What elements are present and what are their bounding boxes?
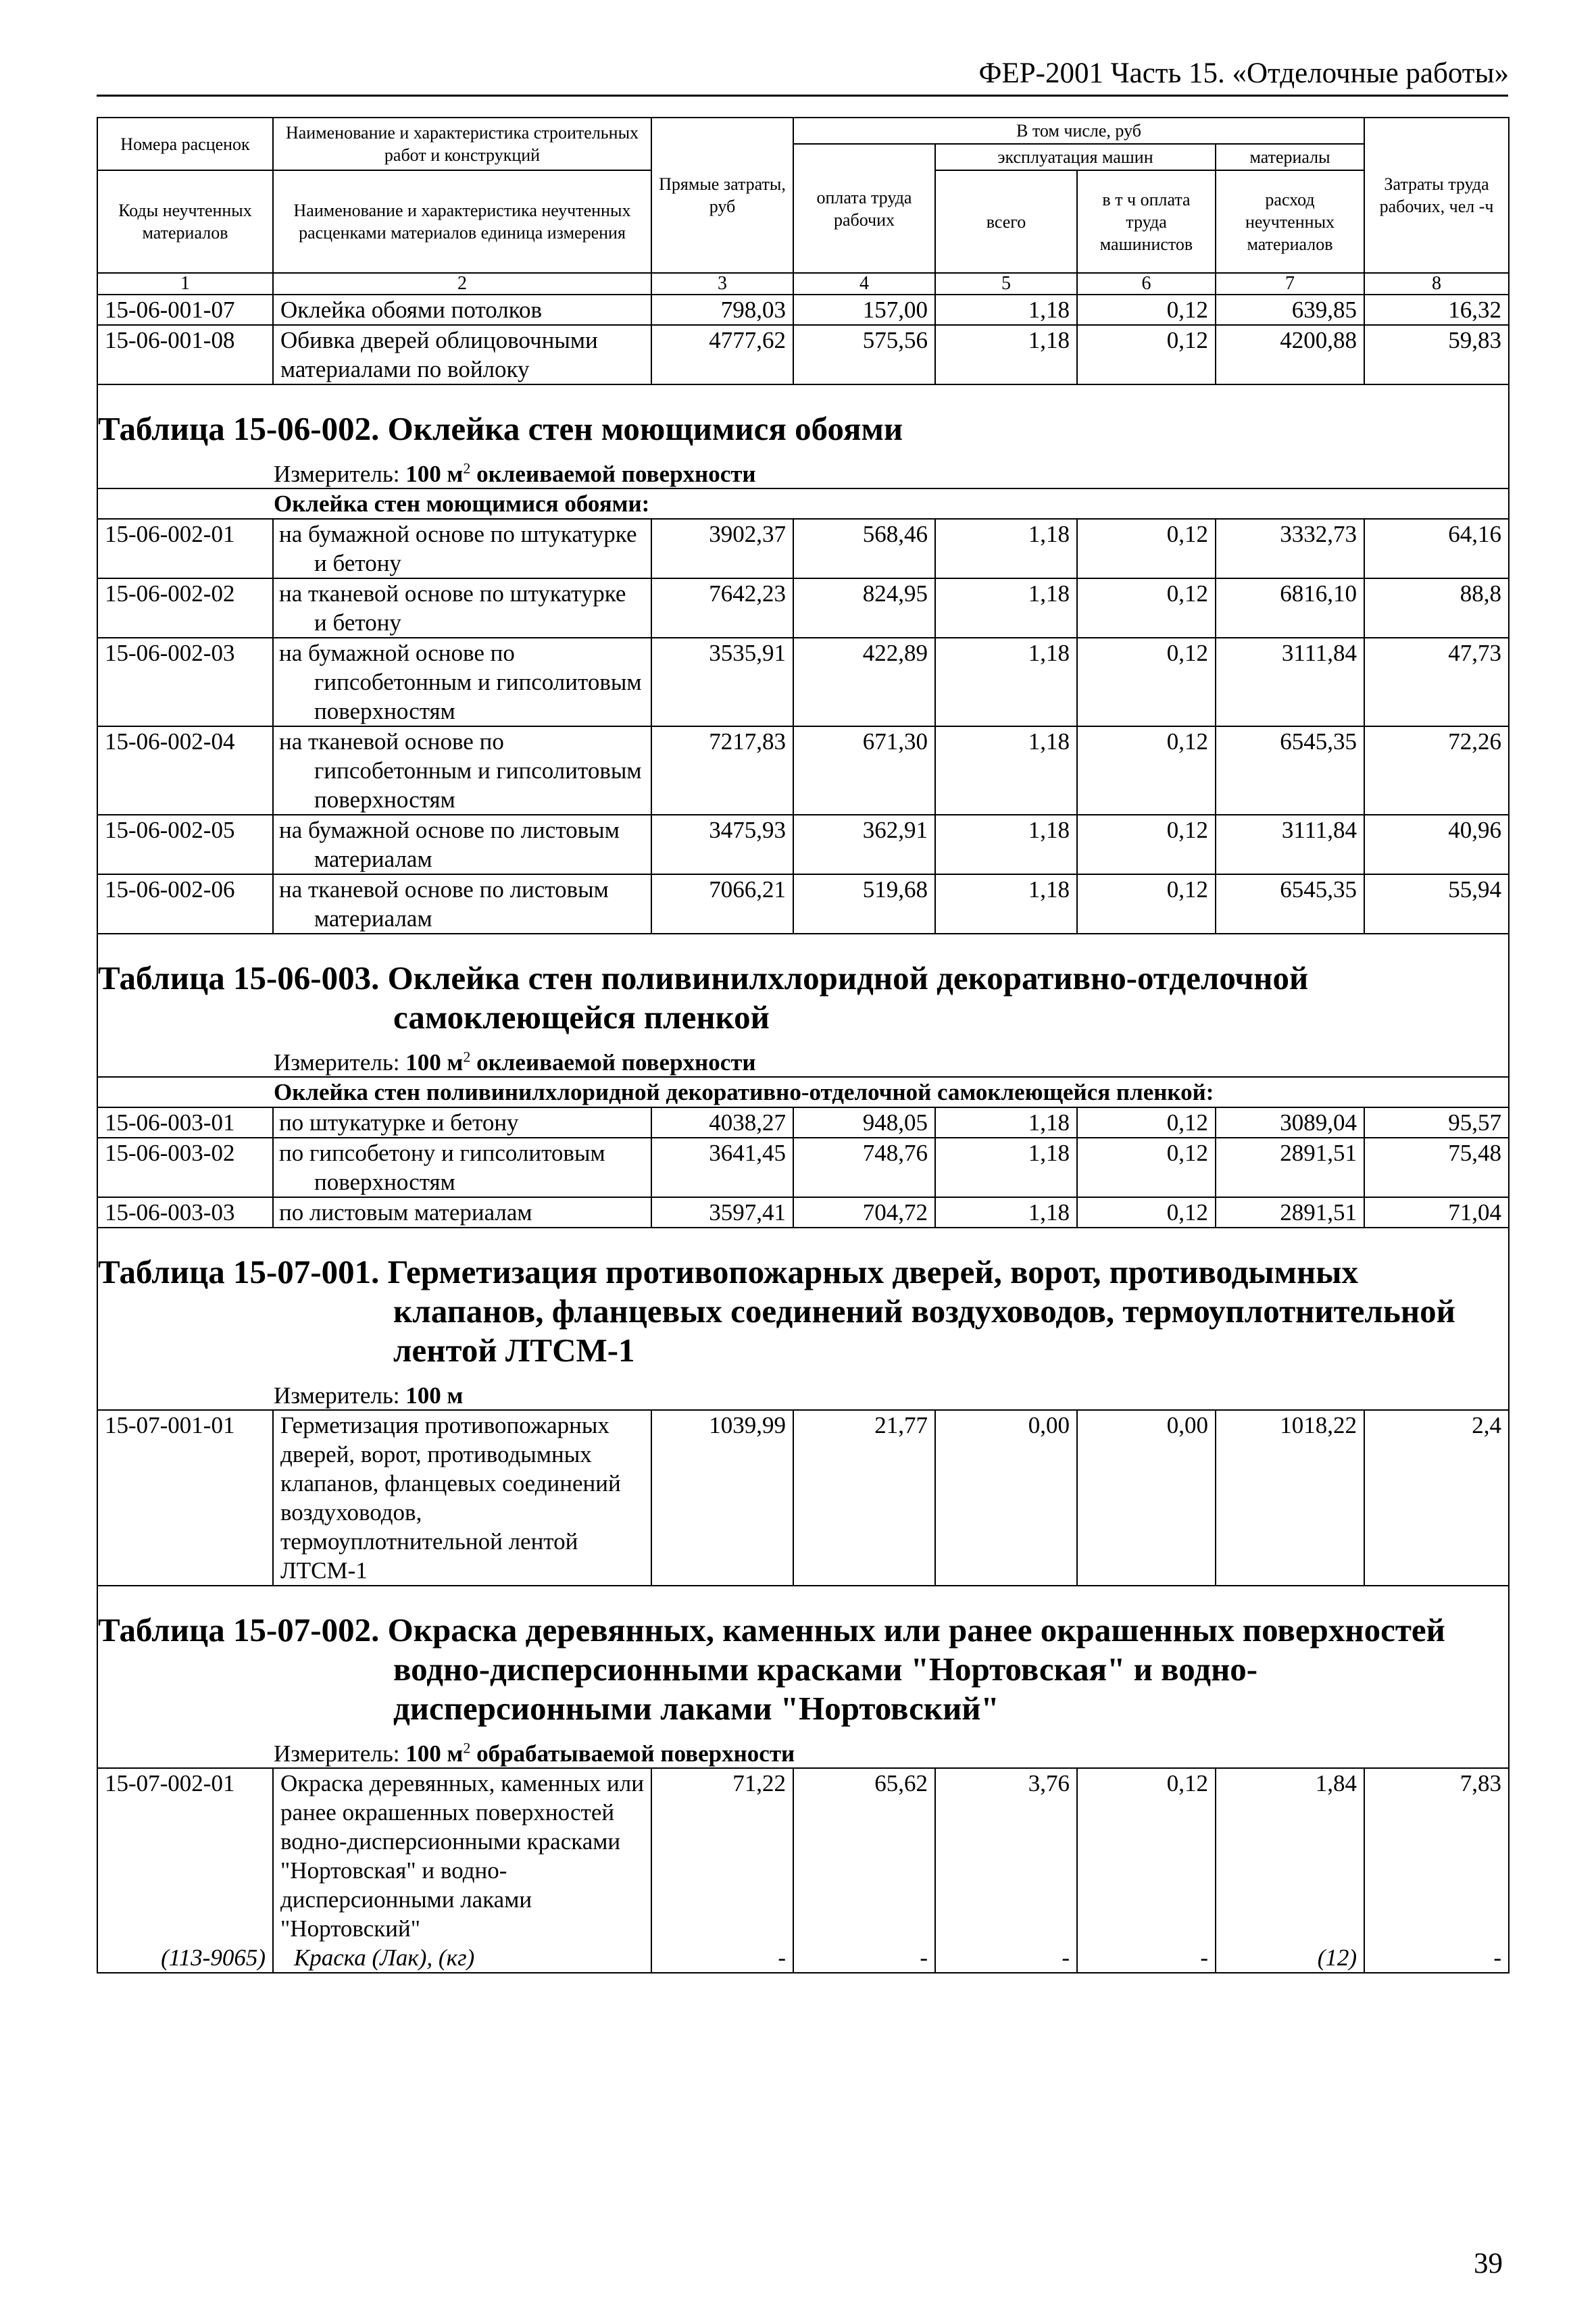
machines-total: 1,18 <box>935 726 1077 815</box>
direct-costs: 71,22 <box>651 1768 793 1943</box>
labor-pay: 948,05 <box>793 1107 935 1138</box>
direct-costs: 4038,27 <box>651 1107 793 1138</box>
materials-cost: 6545,35 <box>1216 874 1364 934</box>
rates-table <box>97 117 1510 1973</box>
work-name: по штукатурке и бетону <box>273 1107 651 1138</box>
table-section-heading <box>97 934 1509 1077</box>
table-row <box>97 1138 1509 1197</box>
col-material-codes-header: Коды неучтенных материалов <box>97 170 273 273</box>
group-heading-row <box>97 1077 1509 1107</box>
work-name: на бумажной основе по листовым материалам <box>273 815 651 874</box>
measure-superscript: 2 <box>463 1048 471 1065</box>
materials-cost: 6545,35 <box>1216 726 1364 815</box>
group-heading: Оклейка стен поливинилхлоридной декоративно-отделочной самоклеющейся пленкой: <box>97 1077 1509 1107</box>
section-table-title: Герметизация противопожарных дверей, ворот, противодымных <box>387 1253 1359 1290</box>
column-number: 2 <box>273 273 651 295</box>
machinist-pay: 0,12 <box>1077 1197 1216 1228</box>
direct-costs: - <box>651 1943 793 1973</box>
labor-pay: 519,68 <box>793 874 935 934</box>
machines-total: 1,18 <box>935 578 1077 638</box>
machinist-pay: 0,12 <box>1077 1107 1216 1138</box>
direct-costs: 798,03 <box>651 295 793 325</box>
labor-hours: 88,8 <box>1364 578 1509 638</box>
machines-total: - <box>935 1943 1077 1973</box>
materials-cost: 2891,51 <box>1216 1197 1364 1228</box>
header-rule <box>97 95 1508 97</box>
table-section-heading <box>97 384 1509 488</box>
measure-line <box>98 1037 1508 1076</box>
direct-costs: 3535,91 <box>651 638 793 726</box>
rate-code: 15-06-003-01 <box>97 1107 273 1138</box>
measure-unit: оклеиваемой поверхности <box>476 461 756 487</box>
rate-code: 15-06-002-02 <box>97 578 273 638</box>
table-row <box>97 638 1509 726</box>
measure-unit: оклеиваемой поверхности <box>476 1049 756 1076</box>
materials-cost: 4200,88 <box>1216 325 1364 384</box>
rate-code: 15-07-001-01 <box>97 1410 273 1586</box>
work-name: на тканевой основе по штукатурке и бетону <box>273 578 651 638</box>
measure-line <box>98 449 1508 488</box>
table-body <box>97 295 1509 1973</box>
materials-cost: 6816,10 <box>1216 578 1364 638</box>
labor-pay: 157,00 <box>793 295 935 325</box>
machines-total: 1,18 <box>935 815 1077 874</box>
labor-pay: 422,89 <box>793 638 935 726</box>
labor-pay: 65,62 <box>793 1768 935 1943</box>
measure-line <box>98 1728 1508 1767</box>
rate-code: 15-06-002-05 <box>97 815 273 874</box>
rate-code: 15-06-001-08 <box>97 325 273 384</box>
material-name: Краска (Лак), (кг) <box>273 1943 651 1973</box>
section-table-title: Окраска деревянных, каменных или ранее окрашенных поверхностей <box>387 1611 1445 1649</box>
work-name: Оклейка обоями потолков <box>273 295 651 325</box>
materials-cost: 639,85 <box>1216 295 1364 325</box>
labor-pay: 21,77 <box>793 1410 935 1586</box>
section-table-label: Таблица 15-07-001. <box>98 1253 380 1290</box>
table-row <box>97 815 1509 874</box>
measure-superscript: 2 <box>463 459 471 477</box>
labor-pay: 824,95 <box>793 578 935 638</box>
column-number: 7 <box>1216 273 1364 295</box>
machines-total: 1,18 <box>935 1197 1077 1228</box>
machines-total: 1,18 <box>935 638 1077 726</box>
section-table-title: Оклейка стен моющимися обоями <box>387 410 903 447</box>
work-name: на бумажной основе по штукатурке и бетону <box>273 519 651 578</box>
work-name: Герметизация противопожарных дверей, ворот, противодымных клапанов, фланцевых соединений воздуховодов, термоуплотнительной лентой ЛТСМ-1 <box>273 1410 651 1586</box>
machines-total: 1,18 <box>935 295 1077 325</box>
materials-cost: 3111,84 <box>1216 638 1364 726</box>
group-heading: Оклейка стен моющимися обоями: <box>97 488 1509 519</box>
labor-hours: 16,32 <box>1364 295 1509 325</box>
measure-line <box>98 1370 1508 1409</box>
col-labor-hours-header: Затраты труда рабочих, чел -ч <box>1364 118 1509 273</box>
work-name: на тканевой основе по листовым материалам <box>273 874 651 934</box>
work-name: по листовым материалам <box>273 1197 651 1228</box>
machines-total: 3,76 <box>935 1768 1077 1943</box>
column-number: 3 <box>651 273 793 295</box>
table-row <box>97 1410 1509 1586</box>
machines-total: 1,18 <box>935 519 1077 578</box>
work-name: на бумажной основе по гипсобетонным и гипсолитовым поверхностям <box>273 638 651 726</box>
materials-cost: 3332,73 <box>1216 519 1364 578</box>
work-name: на тканевой основе по гипсобетонным и гипсолитовым поверхностям <box>273 726 651 815</box>
section-table-title: Оклейка стен поливинилхлоридной декоративно-отделочной <box>387 959 1309 997</box>
labor-hours: 55,94 <box>1364 874 1509 934</box>
labor-pay: 704,72 <box>793 1197 935 1228</box>
table-row <box>97 1768 1509 1943</box>
machinist-pay: 0,12 <box>1077 874 1216 934</box>
direct-costs: 7066,21 <box>651 874 793 934</box>
direct-costs: 3902,37 <box>651 519 793 578</box>
column-number: 5 <box>935 273 1077 295</box>
labor-hours: 7,83 <box>1364 1768 1509 1943</box>
machines-total: 0,00 <box>935 1410 1077 1586</box>
direct-costs: 3475,93 <box>651 815 793 874</box>
materials-cost: 1,84 <box>1216 1768 1364 1943</box>
table-row <box>97 874 1509 934</box>
rate-code: 15-06-003-03 <box>97 1197 273 1228</box>
direct-costs: 3597,41 <box>651 1197 793 1228</box>
machinist-pay: 0,00 <box>1077 1410 1216 1586</box>
labor-hours: 75,48 <box>1364 1138 1509 1197</box>
column-number: 4 <box>793 273 935 295</box>
machinist-pay: 0,12 <box>1077 578 1216 638</box>
measure-value: 100 м <box>405 1382 464 1409</box>
section-table-label: Таблица 15-06-003. <box>98 959 380 997</box>
table-header <box>97 118 1509 295</box>
labor-pay: 575,56 <box>793 325 935 384</box>
materials-cost: 3111,84 <box>1216 815 1364 874</box>
labor-hours: 72,26 <box>1364 726 1509 815</box>
col-group-header: В том числе, руб <box>793 118 1364 144</box>
direct-costs: 3641,45 <box>651 1138 793 1197</box>
table-row <box>97 325 1509 384</box>
labor-hours: 95,57 <box>1364 1107 1509 1138</box>
col-labor-pay-header: оплата труда рабочих <box>793 144 935 273</box>
section-table-title-continued: лентой ЛТСМ-1 <box>393 1332 635 1369</box>
column-number: 6 <box>1077 273 1216 295</box>
section-table-label: Таблица 15-06-002. <box>98 410 380 447</box>
group-heading-row <box>97 488 1509 519</box>
section-table-title-continued: клапанов, фланцевых соединений воздуховодов, термоуплотнительной <box>393 1292 1455 1330</box>
measure-label: Измеритель: <box>274 1049 400 1076</box>
machinist-pay: 0,12 <box>1077 1768 1216 1943</box>
col-material-usage-header: расход неучтенных материалов <box>1216 170 1364 273</box>
section-table-title-continued: самоклеющейся пленкой <box>393 999 770 1036</box>
labor-hours: - <box>1364 1943 1509 1973</box>
machines-total: 1,18 <box>935 325 1077 384</box>
table-section-heading <box>97 1228 1509 1410</box>
col-machines-total-header: всего <box>935 170 1077 273</box>
measure-label: Измеритель: <box>274 461 400 487</box>
machines-total: 1,18 <box>935 874 1077 934</box>
work-name: Обивка дверей облицовочными материалами по войлоку <box>273 325 651 384</box>
material-code: (113-9065) <box>97 1943 273 1973</box>
rate-code: 15-06-003-02 <box>97 1138 273 1197</box>
machines-total: 1,18 <box>935 1138 1077 1197</box>
direct-costs: 4777,62 <box>651 325 793 384</box>
direct-costs: 7642,23 <box>651 578 793 638</box>
work-name: по гипсобетону и гипсолитовым поверхностям <box>273 1138 651 1197</box>
labor-hours: 64,16 <box>1364 519 1509 578</box>
machinist-pay: 0,12 <box>1077 325 1216 384</box>
table-row <box>97 726 1509 815</box>
table-row <box>97 1197 1509 1228</box>
column-number: 1 <box>97 273 273 295</box>
col-work-name-header: Наименование и характеристика строительных работ и конструкций <box>273 118 651 170</box>
col-materials-header: материалы <box>1216 144 1364 170</box>
machines-total: 1,18 <box>935 1107 1077 1138</box>
section-table-title-continued: дисперсионными лаками "Нортовский" <box>393 1690 999 1727</box>
labor-hours: 2,4 <box>1364 1410 1509 1586</box>
col-machines-header: эксплуатация машин <box>935 144 1216 170</box>
labor-pay: 671,30 <box>793 726 935 815</box>
table-row <box>97 1107 1509 1138</box>
col-direct-costs-header: Прямые затраты, руб <box>651 118 793 273</box>
column-number: 8 <box>1364 273 1509 295</box>
running-header: ФЕР-2001 Часть 15. «Отделочные работы» <box>978 57 1509 89</box>
labor-pay: 362,91 <box>793 815 935 874</box>
direct-costs: 7217,83 <box>651 726 793 815</box>
table-row <box>97 578 1509 638</box>
col-rate-number-header: Номера расценок <box>97 118 273 170</box>
measure-value: 100 м <box>405 1740 464 1767</box>
machinist-pay: 0,12 <box>1077 815 1216 874</box>
labor-hours: 40,96 <box>1364 815 1509 874</box>
rate-code: 15-06-002-04 <box>97 726 273 815</box>
table-section-heading <box>97 1586 1509 1768</box>
material-usage: (12) <box>1216 1943 1364 1973</box>
table-row <box>97 519 1509 578</box>
measure-superscript: 2 <box>463 1739 471 1757</box>
direct-costs: 1039,99 <box>651 1410 793 1586</box>
machinist-pay: - <box>1077 1943 1216 1973</box>
measure-unit: обрабатываемой поверхности <box>476 1740 795 1767</box>
column-numbers-row <box>97 273 1509 295</box>
measure-value: 100 м <box>405 461 464 487</box>
measure-label: Измеритель: <box>274 1740 400 1767</box>
material-row <box>97 1943 1509 1973</box>
machinist-pay: 0,12 <box>1077 295 1216 325</box>
table-row <box>97 295 1509 325</box>
machinist-pay: 0,12 <box>1077 1138 1216 1197</box>
measure-label: Измеритель: <box>274 1382 400 1409</box>
labor-pay: - <box>793 1943 935 1973</box>
col-material-name-header: Наименование и характеристика неучтенных расценками материалов единица измерения <box>273 170 651 273</box>
materials-cost: 1018,22 <box>1216 1410 1364 1586</box>
section-table-label: Таблица 15-07-002. <box>98 1611 380 1649</box>
labor-pay: 748,76 <box>793 1138 935 1197</box>
measure-value: 100 м <box>405 1049 464 1076</box>
page-number: 39 <box>1474 2248 1503 2280</box>
rate-code: 15-06-001-07 <box>97 295 273 325</box>
materials-cost: 3089,04 <box>1216 1107 1364 1138</box>
rate-code: 15-07-002-01 <box>97 1768 273 1943</box>
machinist-pay: 0,12 <box>1077 726 1216 815</box>
col-machinist-pay-header: в т ч оплата труда машинистов <box>1077 170 1216 273</box>
labor-hours: 59,83 <box>1364 325 1509 384</box>
rate-code: 15-06-002-06 <box>97 874 273 934</box>
materials-cost: 2891,51 <box>1216 1138 1364 1197</box>
work-name: Окраска деревянных, каменных или ранее окрашенных поверхностей водно-дисперсионными красками "Нортовская" и водно-дисперсионными лаками "Нортовский" <box>273 1768 651 1943</box>
labor-hours: 71,04 <box>1364 1197 1509 1228</box>
section-table-title-continued: водно-дисперсионными красками "Нортовская" и водно- <box>393 1651 1258 1688</box>
machinist-pay: 0,12 <box>1077 638 1216 726</box>
labor-pay: 568,46 <box>793 519 935 578</box>
rate-code: 15-06-002-03 <box>97 638 273 726</box>
machinist-pay: 0,12 <box>1077 519 1216 578</box>
rate-code: 15-06-002-01 <box>97 519 273 578</box>
labor-hours: 47,73 <box>1364 638 1509 726</box>
